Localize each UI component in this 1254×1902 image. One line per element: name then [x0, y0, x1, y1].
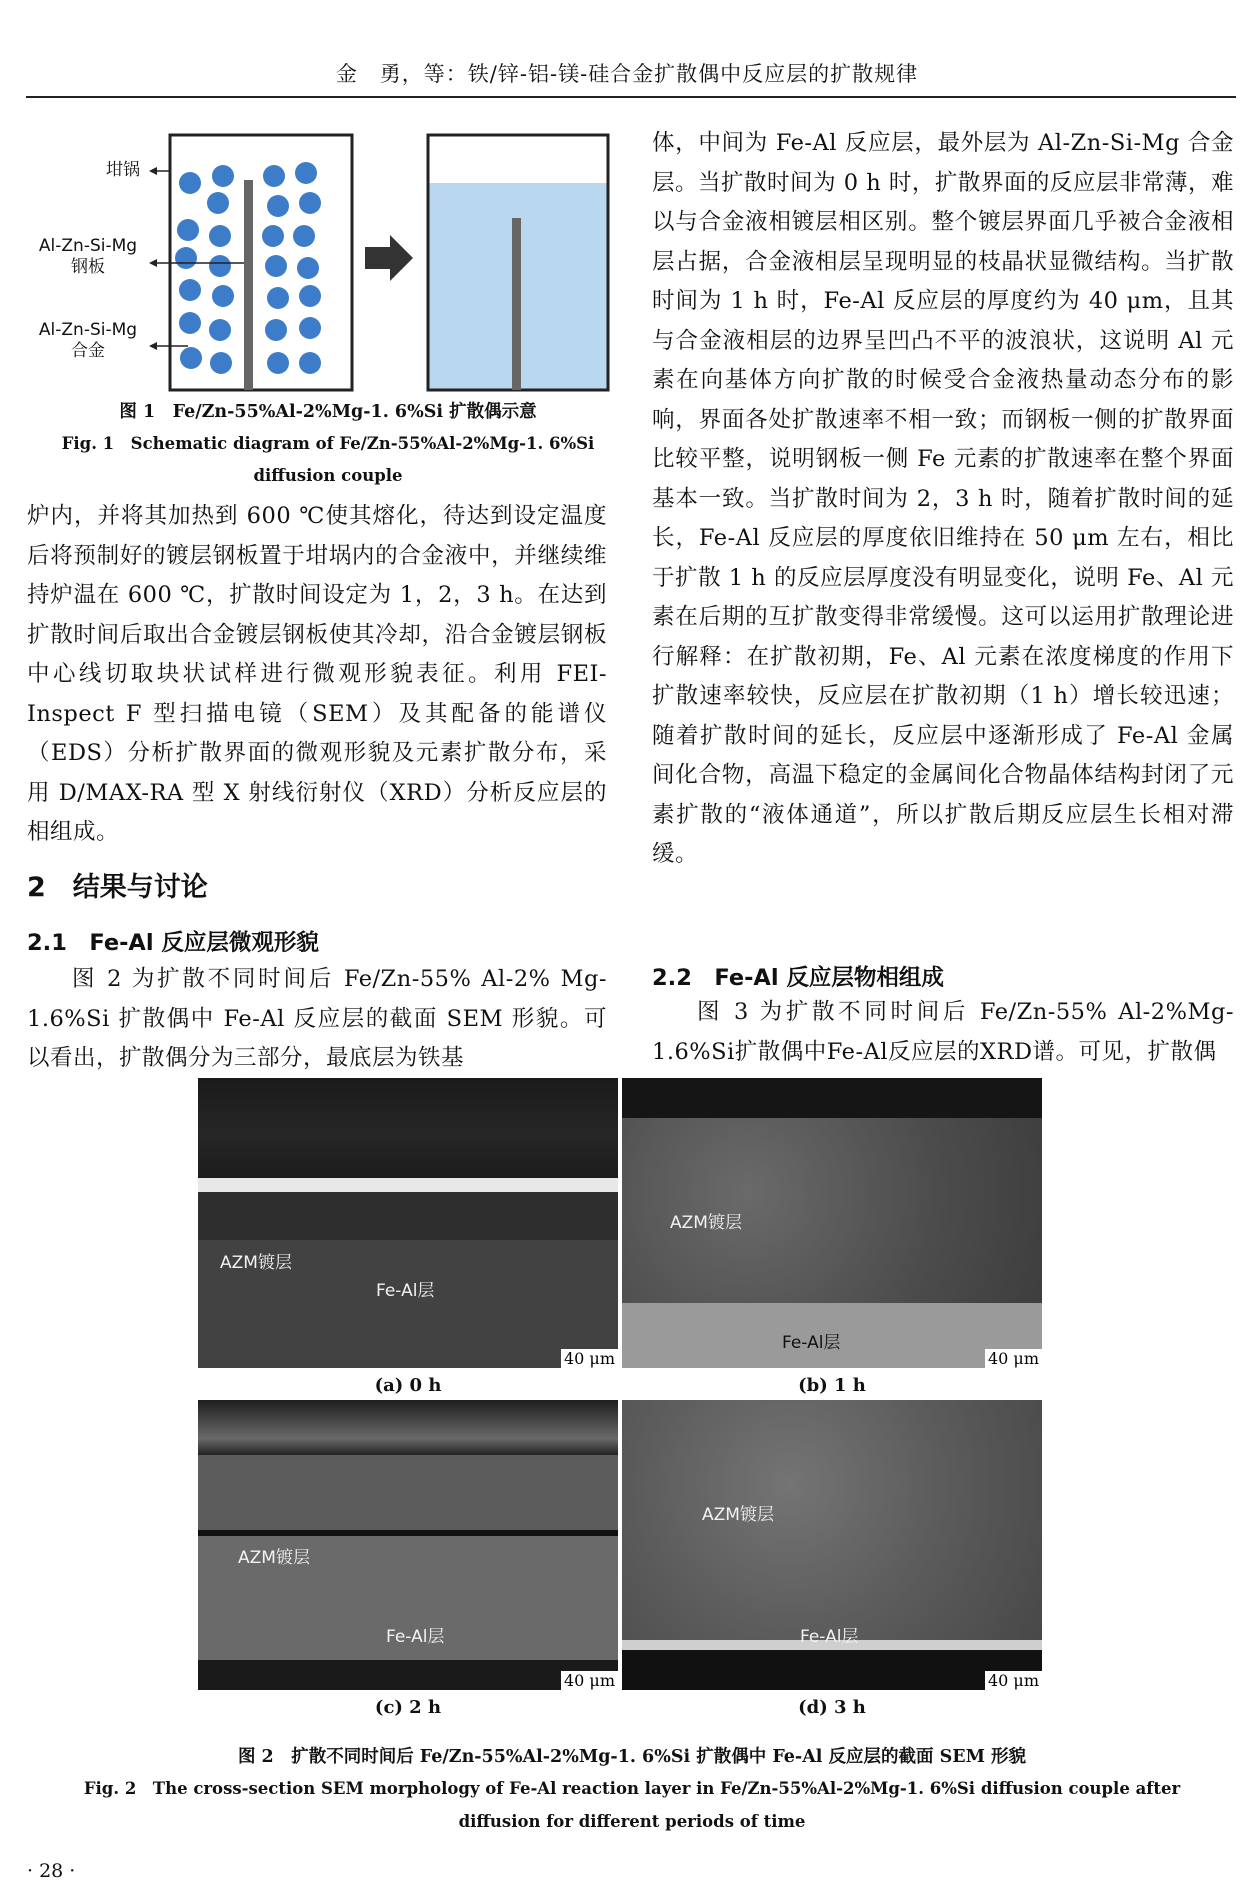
process-arrow-icon: [365, 235, 413, 281]
label-alloy: Al-Zn-Si-Mg 合金: [38, 320, 138, 361]
figure-1-caption-cn: 图 1 Fe/Zn-55%Al-2%Mg-1. 6%Si 扩散偶示意: [119, 402, 537, 422]
steel-plate-left: [244, 180, 253, 390]
label-feal: Fe-Al层: [800, 1627, 859, 1647]
panel-label-a: (a) 0 h: [374, 1375, 442, 1396]
sem-panel-a: [198, 1078, 618, 1368]
scale-bar: 40 μm: [561, 1671, 618, 1690]
figure-1-caption-en-line1: Fig. 1 Schematic diagram of Fe/Zn-55%Al-2%Mg-1. 6%Si: [61, 434, 595, 453]
label-crucible: 坩锅: [106, 160, 140, 180]
figure-1-diagram: [28, 118, 628, 398]
label-feal: Fe-Al层: [376, 1281, 435, 1301]
left-column-para2: [27, 960, 607, 1079]
label-azm: AZM镀层: [220, 1253, 292, 1273]
label-feal: Fe-Al层: [782, 1333, 841, 1353]
scale-bar: 40 μm: [985, 1349, 1042, 1368]
label-steel-plate: Al-Zn-Si-Mg 钢板: [38, 236, 138, 277]
paragraph: 图 3 为扩散不同时间后 Fe/Zn-55% Al-2%Mg-1.6%Si扩散偶中Fe-Al反应层的XRD谱。可见，扩散偶: [652, 999, 1234, 1065]
label-azm: AZM镀层: [238, 1548, 310, 1568]
figure-2-caption-cn: 图 2 扩散不同时间后 Fe/Zn-55%Al-2%Mg-1. 6%Si 扩散偶中 Fe-Al 反应层的截面 SEM 形貌: [237, 1747, 1027, 1767]
sem-panel-d: [622, 1400, 1042, 1690]
scale-bar: 40 μm: [985, 1671, 1042, 1690]
right-column-para2: [652, 993, 1234, 1072]
paragraph: 炉内，并将其加热到 600 ℃使其熔化，待达到设定温度后将预制好的镀层钢板置于坩埚内的合金液中，并继续维持炉温在 600 ℃，扩散时间设定为 1，2，3 h。在达到扩散时间后取出合金镀层钢板使其冷却，沿合金镀层钢板中心线切取块状试样进行微观形貌表征。利用 FEI-Inspect F 型扫描电镜（SEM）及其配备的能谱仪（EDS）分析扩散界面的微观形貌及元素扩散分布，采用 D/MAX-RA 型 X 射线衍射仪（XRD）分析反应层的相组成。: [27, 503, 607, 845]
sem-panel-c: [198, 1400, 618, 1690]
page-number: · 28 ·: [27, 1860, 76, 1882]
right-column: [652, 124, 1234, 875]
steel-plate-right: [512, 218, 521, 390]
sem-panel-b: [622, 1078, 1042, 1368]
section-2-1-heading: 2.1 Fe-Al 反应层微观形貌: [27, 930, 319, 956]
label-azm: AZM镀层: [702, 1505, 774, 1525]
label-azm: AZM镀层: [670, 1213, 742, 1233]
figure-1-caption-en-line2: diffusion couple: [253, 466, 403, 485]
panel-label-c: (c) 2 h: [374, 1697, 442, 1718]
panel-label-d: (d) 3 h: [798, 1697, 866, 1718]
label-feal: Fe-Al层: [386, 1627, 445, 1647]
panel-label-b: (b) 1 h: [798, 1375, 866, 1396]
paragraph: 图 2 为扩散不同时间后 Fe/Zn-55% Al-2% Mg-1.6%Si 扩散偶中 Fe-Al 反应层的截面 SEM 形貌。可以看出，扩散偶分为三部分，最底层为铁基: [27, 966, 607, 1071]
section-2-heading: 2 结果与讨论: [27, 872, 208, 903]
left-column: [27, 497, 607, 853]
section-2-2-heading: 2.2 Fe-Al 反应层物相组成: [652, 965, 944, 991]
figure-2-caption-en-line1: Fig. 2 The cross-section SEM morphology of Fe-Al reaction layer in Fe/Zn-55%Al-2%Mg-1. 6%Si diffusion couple after: [83, 1779, 1181, 1798]
paragraph: 体，中间为 Fe-Al 反应层，最外层为 Al-Zn-Si-Mg 合金层。当扩散时间为 0 h 时，扩散界面的反应层非常薄，难以与合金液相镀层相区别。整个镀层界面几乎被合金液相层占据，合金液相层呈现明显的枝晶状显微结构。当扩散时间为 1 h 时，Fe-Al 反应层的厚度约为 40 μm，且其与合金液相层的边界呈凹凸不平的波浪状，这说明 Al 元素在向基体方向扩散的时候受合金液热量动态分布的影响，界面各处扩散速率不相一致；而钢板一侧的扩散界面比较平整，说明钢板一侧 Fe 元素的扩散速率在整个界面基本一致。当扩散时间为 2，3 h 时，随着扩散时间的延长，Fe-Al 反应层的厚度依旧维持在 50 μm 左右，相比于扩散 1 h 的反应层厚度没有明显变化，说明 Fe、Al 元素在后期的互扩散变得非常缓慢。这可以运用扩散理论进行解释：在扩散初期，Fe、Al 元素在浓度梯度的作用下扩散速率较快，反应层在扩散初期（1 h）增长较迅速；随着扩散时间的延长，反应层中逐渐形成了 Fe-Al 金属间化合物，高温下稳定的金属间化合物晶体结构封闭了元素扩散的“液体通道”，所以扩散后期反应层生长相对滞缓。: [652, 130, 1234, 867]
figure-2-caption-en-line2: diffusion for different periods of time: [458, 1812, 806, 1831]
running-header: 金 勇，等：铁/锌-铝-镁-硅合金扩散偶中反应层的扩散规律: [335, 62, 919, 86]
header-rule: [26, 96, 1236, 98]
scale-bar: 40 μm: [561, 1349, 618, 1368]
